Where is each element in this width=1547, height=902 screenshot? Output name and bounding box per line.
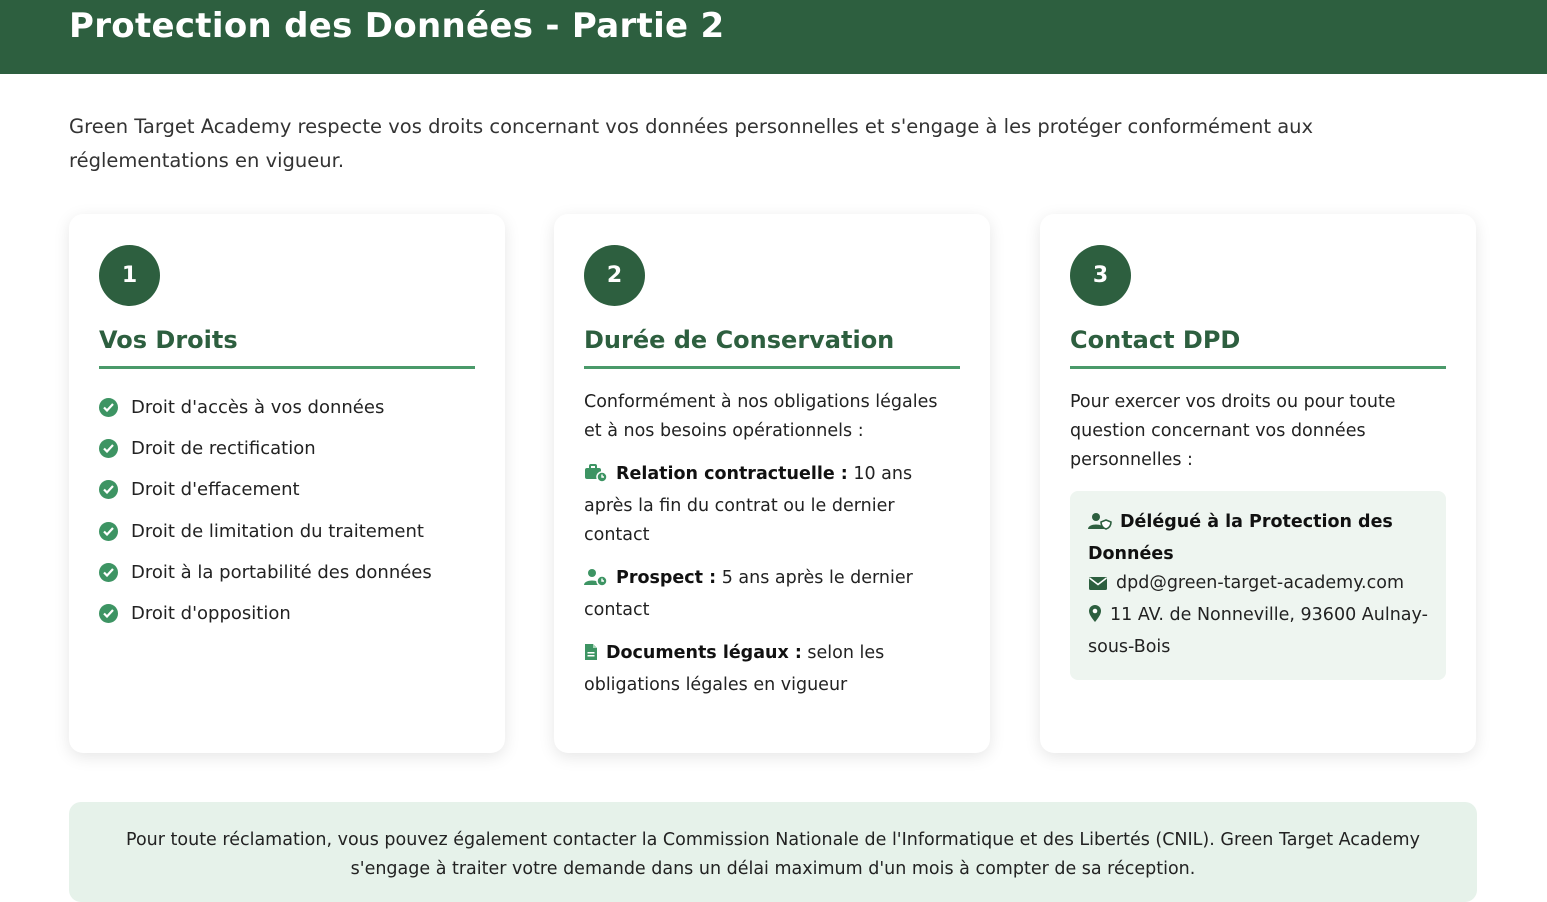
dpo-contact-box [1070, 491, 1446, 680]
right-label: Droit de limitation du traitement [131, 520, 424, 542]
contact-intro: Pour exercer vos droits ou pour toute question concernant vos données personnelles : [1070, 392, 1396, 470]
dpo-address-row [1088, 601, 1428, 662]
retention-title: Durée de Conservation [584, 326, 960, 369]
intro-text: Green Target Academy respecte vos droits concernant vos données personnelles et s'engage à les protéger conformément aux réglementations en vigueur. [69, 115, 1314, 172]
period-label: Prospect : [616, 568, 717, 588]
envelope-icon [1088, 572, 1108, 601]
period-value: selon les obligations légales en vigueur [584, 643, 885, 695]
dpo-label-row [1088, 508, 1428, 569]
rights-card [69, 214, 505, 753]
check-circle-icon [99, 480, 118, 499]
page-title: Protection des Données - Partie 2 [69, 6, 725, 46]
dpo-email-row [1088, 569, 1428, 601]
check-circle-icon [99, 563, 118, 582]
check-circle-icon [99, 522, 118, 541]
right-label: Droit de rectification [131, 438, 316, 460]
list-item [99, 469, 475, 510]
file-icon [584, 642, 598, 671]
cnil-note [69, 802, 1477, 902]
period-label: Documents légaux : [606, 643, 802, 663]
right-label: Droit d'effacement [131, 479, 300, 501]
retention-period-legal-docs [584, 639, 960, 700]
retention-intro: Conformément à nos obligations légales et à nos besoins opérationnels : [584, 392, 938, 441]
dpo-address: 11 AV. de Nonneville, 93600 Aulnay-sous-Bois [1088, 605, 1428, 657]
retention-card [554, 214, 990, 753]
period-value: 10 ans après la fin du contrat ou le dernier contact [584, 464, 913, 545]
right-label: Droit d'opposition [131, 603, 291, 625]
rights-list [99, 387, 475, 634]
step-number-1: 1 [99, 245, 160, 306]
list-item [99, 428, 475, 469]
list-item [99, 511, 475, 552]
right-label: Droit à la portabilité des données [131, 561, 432, 583]
list-item [99, 593, 475, 634]
retention-period-contract [584, 460, 960, 550]
check-circle-icon [99, 439, 118, 458]
dpo-email[interactable]: dpd@green-target-academy.com [1116, 573, 1404, 593]
rights-title: Vos Droits [99, 326, 475, 369]
list-item [99, 387, 475, 428]
right-label: Droit d'accès à vos données [131, 397, 385, 419]
period-label: Relation contractuelle : [616, 464, 848, 484]
user-clock-icon [584, 567, 608, 596]
check-circle-icon [99, 398, 118, 417]
page-header [0, 0, 1547, 74]
map-pin-icon [1088, 604, 1102, 633]
dpo-label: Délégué à la Protection des Données [1088, 512, 1393, 564]
list-item [99, 552, 475, 593]
cnil-note-text: Pour toute réclamation, vous pouvez également contacter la Commission Nationale de l'Informatique et des Libertés (CNIL). Green Target Academy s'engage à traiter votre demande dans un délai maximum d'un mois à compter de sa réception. [126, 830, 1420, 879]
contact-title: Contact DPD [1070, 326, 1446, 369]
briefcase-clock-icon [584, 463, 608, 492]
user-shield-icon [1088, 511, 1112, 540]
retention-period-prospect [584, 564, 960, 625]
period-value: 5 ans après le dernier contact [584, 568, 913, 620]
contact-card [1040, 214, 1476, 753]
step-number-2: 2 [584, 245, 645, 306]
step-number-3: 3 [1070, 245, 1131, 306]
check-circle-icon [99, 604, 118, 623]
